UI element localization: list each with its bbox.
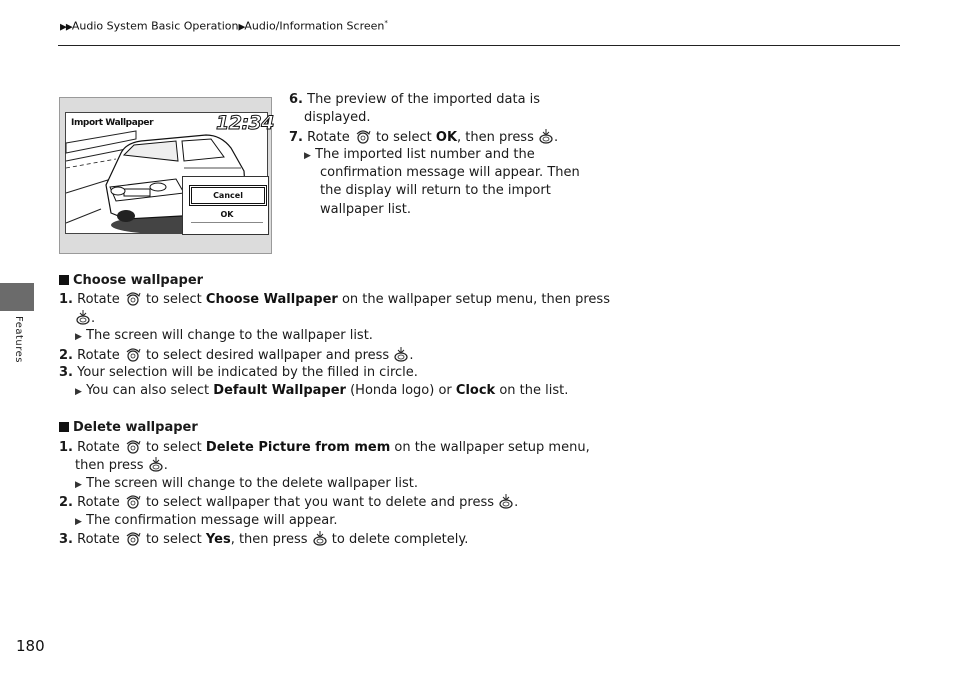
- choose-step-1-cont: .: [75, 309, 95, 328]
- double-triangle-right-icon: ▶▶: [60, 22, 72, 33]
- note-mark: *: [384, 19, 388, 27]
- delete-step-3: 3. Rotate to select Yes, then press to delete completely.: [59, 532, 469, 547]
- interface-dial-rotate-icon: [354, 128, 372, 144]
- interface-dial-press-icon: [538, 128, 554, 144]
- screen-illustration: [59, 97, 272, 254]
- delete-step-2-note: ▶ The confirmation message will appear.: [75, 513, 338, 528]
- delete-step-1: 1. Rotate to select Delete Picture from mem on the wallpaper setup menu,: [59, 440, 590, 455]
- interface-dial-rotate-icon: [124, 493, 142, 509]
- header-divider: [58, 45, 900, 46]
- triangle-right-icon: ▶: [75, 480, 82, 490]
- page-number: 180: [16, 637, 45, 655]
- interface-dial-rotate-icon: [124, 530, 142, 546]
- breadcrumb-item-audio-info-screen[interactable]: Audio/Information Screen: [244, 19, 385, 33]
- step-7-note-line-1: ▶ The imported list number and the: [304, 147, 535, 162]
- delete-step-1-cont: then press .: [75, 458, 168, 473]
- interface-dial-press-icon: [75, 309, 91, 325]
- cancel-button[interactable]: Cancel: [191, 187, 265, 204]
- interface-dial-rotate-icon: [124, 438, 142, 454]
- step-7-note-line-2: confirmation message will appear. Then: [320, 165, 580, 180]
- step-6: 6. The preview of the imported data is: [289, 92, 541, 107]
- section-heading-choose: Choose wallpaper: [59, 272, 203, 290]
- breadcrumb-item-audio-basic[interactable]: Audio System Basic Operation: [71, 19, 239, 33]
- choose-step-1: 1. Rotate to select Choose Wallpaper on the wallpaper setup menu, then press: [59, 292, 610, 307]
- delete-step-1-note: ▶ The screen will change to the delete wallpaper list.: [75, 476, 419, 491]
- triangle-right-icon: ▶: [75, 517, 82, 527]
- step-7-note-line-4: wallpaper list.: [320, 202, 411, 217]
- interface-dial-press-icon: [393, 346, 409, 362]
- choose-step-2: 2. Rotate to select desired wallpaper and press .: [59, 348, 414, 363]
- triangle-right-icon: ▶: [238, 22, 245, 33]
- ok-button[interactable]: OK: [191, 207, 263, 223]
- step-7-note-line-3: the display will return to the import: [320, 183, 551, 198]
- interface-dial-press-icon: [148, 456, 164, 472]
- square-bullet-icon: [59, 422, 69, 432]
- triangle-right-icon: ▶: [75, 387, 82, 397]
- triangle-right-icon: ▶: [75, 332, 82, 342]
- screen-clock: 12:34: [216, 112, 274, 134]
- interface-dial-press-icon: [312, 530, 328, 546]
- choose-step-3-note: ▶ You can also select Default Wallpaper (Honda logo) or Clock on the list.: [75, 383, 569, 398]
- delete-step-2: 2. Rotate to select wallpaper that you want to delete and press .: [59, 495, 519, 510]
- section-tab: [0, 283, 34, 311]
- screen-display: [65, 112, 274, 234]
- step-6-cont: displayed.: [304, 110, 371, 125]
- choose-step-1-note: ▶ The screen will change to the wallpaper list.: [75, 328, 373, 343]
- confirm-dialog: [182, 176, 269, 235]
- breadcrumb: [60, 19, 388, 33]
- section-heading-delete: Delete wallpaper: [59, 419, 198, 437]
- choose-step-3: 3. Your selection will be indicated by the filled in circle.: [59, 365, 418, 380]
- triangle-right-icon: ▶: [304, 151, 311, 161]
- section-label: Features: [13, 316, 24, 363]
- step-7: 7. Rotate to select OK, then press .: [289, 130, 559, 145]
- screen-title: Import Wallpaper: [71, 118, 154, 128]
- square-bullet-icon: [59, 275, 69, 285]
- interface-dial-rotate-icon: [124, 290, 142, 306]
- interface-dial-press-icon: [498, 493, 514, 509]
- interface-dial-rotate-icon: [124, 346, 142, 362]
